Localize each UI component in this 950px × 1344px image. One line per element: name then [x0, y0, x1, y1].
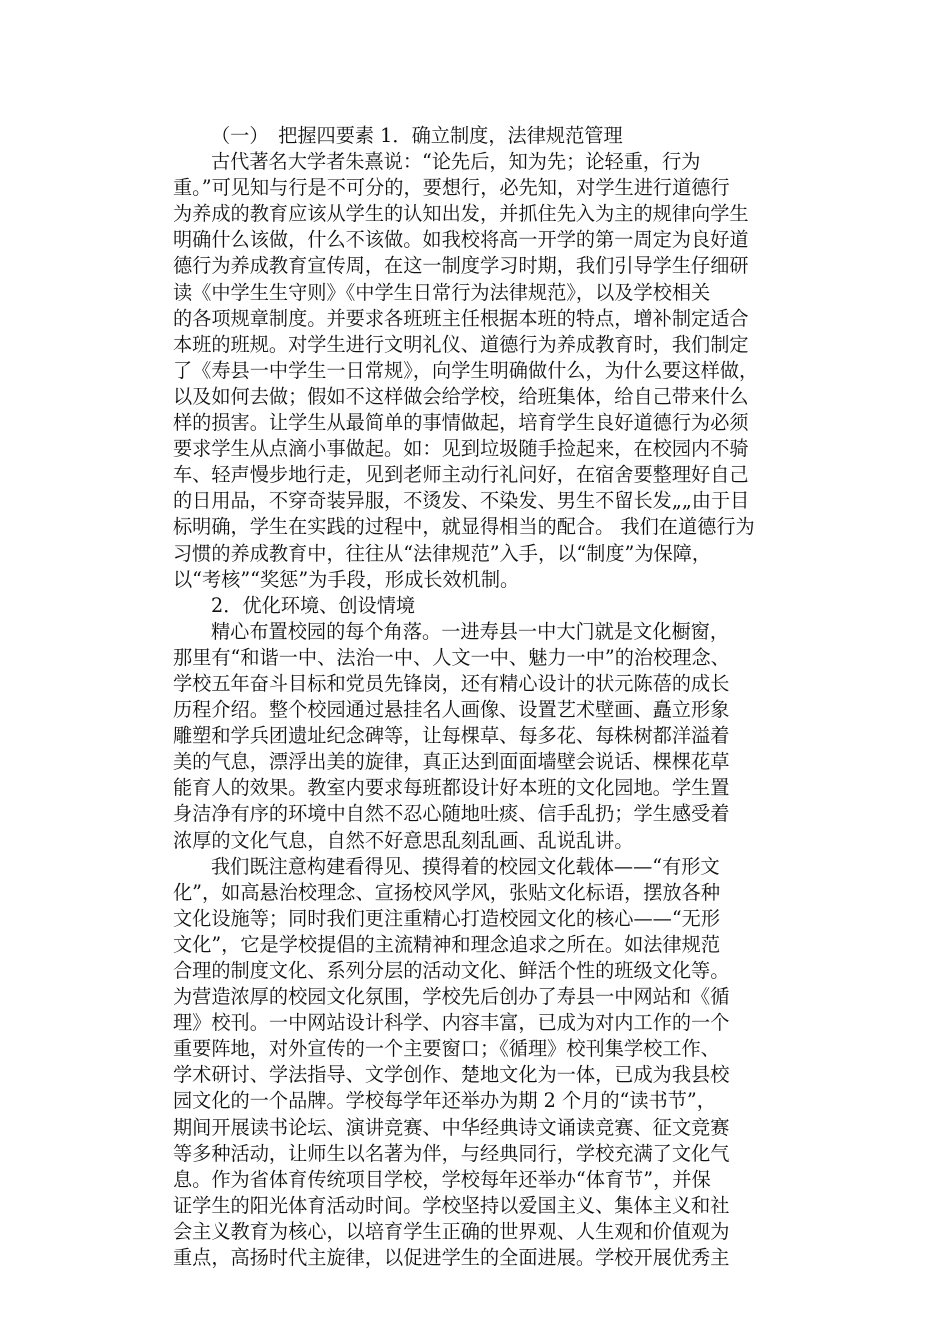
text-line: 那里有“和谐一中、法治一中、人文一中、魅力一中”的治校理念、 — [173, 645, 730, 669]
text-line: 我们既注意构建看得见、摸得着的校园文化载体——“有形文 — [211, 854, 720, 878]
text-line: 要求学生从点滴小事做起。如：见到垃圾随手捡起来，在校园内不骑 — [173, 437, 749, 461]
text-line: 学术研讨、学法指导、文学创作、楚地文化为一体，已成为我县校 — [173, 1063, 730, 1087]
text-line: 重。”可见知与行是不可分的，要想行，必先知，对学生进行道德行 — [173, 176, 730, 200]
text-line: 历程介绍。整个校园通过悬挂名人画像、设置艺术壁画、矗立形象 — [173, 698, 730, 722]
text-line: 等多种活动，让师生以名著为伴，与经典同行，学校充满了文化气 — [173, 1141, 730, 1165]
text-line: 化”，如高悬治校理念、宣扬校风学风，张贴文化标语，摆放各种 — [173, 880, 721, 904]
text-line: 以“考核”“奖惩”为手段，形成长效机制。 — [173, 567, 520, 591]
text-line: 浓厚的文化气息，自然不好意思乱刻乱画、乱说乱讲。 — [173, 828, 634, 852]
text-line: 重要阵地，对外宣传的一个主要窗口；《循理》校刊集学校工作、 — [173, 1037, 720, 1061]
text-line: 文化设施等；同时我们更注重精心打造校园文化的核心——“无形 — [173, 906, 721, 930]
text-line: 的各项规章制度。并要求各班班主任根据本班的特点，增补制定适合 — [173, 306, 749, 330]
text-line: 标明确，学生在实践的过程中，就显得相当的配合。 我们在道德行为 — [173, 515, 755, 539]
text-line: 雕塑和学兵团遗址纪念碑等，让每棵草、每多花、每株树都洋溢着 — [173, 724, 730, 748]
text-line: 以及如何去做；假如不这样做会给学校，给班集体，给自己带来什么 — [173, 384, 749, 408]
text-line: 学校五年奋斗目标和党员先锋岗，还有精心设计的状元陈蓓的成长 — [173, 671, 730, 695]
text-line: 美的气息，漂浮出美的旋律，真正达到面面墙壁会说话、棵棵花草 — [173, 750, 730, 774]
text-line: 期间开展读书论坛、演讲竞赛、中华经典诗文诵读竞赛、征文竞赛 — [173, 1115, 730, 1139]
text-line: 理》校刊。一中网站设计科学、内容丰富，已成为对内工作的一个 — [173, 1011, 730, 1035]
text-line: 文化”，它是学校提倡的主流精神和理念追求之所在。如法律规范 — [173, 932, 721, 956]
text-line: 精心布置校园的每个角落。一进寿县一中大门就是文化橱窗， — [211, 619, 730, 643]
subheading-2: 2．优化环境、创设情境 — [211, 593, 416, 617]
text-line: 证学生的阳光体育活动时间。学校坚持以爱国主义、集体主义和社 — [173, 1193, 730, 1217]
text-line: 为营造浓厚的校园文化氛围，学校先后创办了寿县一中网站和《循 — [173, 985, 730, 1009]
paragraph-1 — [173, 149, 813, 593]
text-line: 车、轻声慢步地行走，见到老师主动行礼问好，在宿舍要整理好自己 — [173, 463, 749, 487]
text-line: 能育人的效果。教室内要求每班都设计好本班的文化园地。学生置 — [173, 776, 730, 800]
text-line: 息。作为省体育传统项目学校，学校每年还举办“体育节”，并保 — [173, 1167, 711, 1191]
text-line: 样的损害。让学生从最简单的事情做起，培育学生良好道德行为必须 — [173, 411, 749, 435]
paragraph-3 — [173, 854, 813, 1272]
text-line: 本班的班规。对学生进行文明礼仪、道德行为养成教育时，我们制定 — [173, 332, 749, 356]
text-line: 德行为养成教育宣传周，在这一制度学习时期，我们引导学生仔细研 — [173, 254, 749, 278]
text-line: 身洁净有序的环境中自然不忍心随地吐痰、信手乱扔；学生感受着 — [173, 802, 730, 826]
text-line: 读《中学生生守则》《中学生日常行为法律规范》，以及学校相关 — [173, 280, 711, 304]
text-line: 的日用品，不穿奇装异服，不烫发、不染发、男生不留长发„„由于目 — [173, 489, 750, 513]
text-line: 了《寿县一中学生一日常规》，向学生明确做什么，为什么要这样做， — [173, 358, 759, 382]
paragraph-2 — [173, 619, 813, 854]
document-body — [173, 123, 813, 1271]
text-line: 明确什么该做，什么不该做。如我校将高一开学的第一周定为良好道 — [173, 228, 749, 252]
text-line: 习惯的养成教育中，往往从“法律规范”入手，以“制度”为保障， — [173, 541, 712, 565]
text-line: 为养成的教育应该从学生的认知出发，并抓住先入为主的规律向学生 — [173, 202, 749, 226]
section-heading: （一） 把握四要素 1．确立制度，法律规范管理 — [211, 124, 623, 147]
text-line: 古代著名大学者朱熹说：“论先后，知为先；论轻重，行为 — [211, 150, 701, 174]
text-line: 合理的制度文化、系列分层的活动文化、鲜活个性的班级文化等。 — [173, 959, 730, 982]
text-line: 重点，高扬时代主旋律，以促进学生的全面进展。学校开展优秀主 — [173, 1246, 730, 1270]
text-line: 园文化的一个品牌。学校每学年还举办为期 2 个月的“读书节”， — [173, 1089, 716, 1113]
text-line: 会主义教育为核心，以培育学生正确的世界观、人生观和价值观为 — [173, 1219, 730, 1243]
